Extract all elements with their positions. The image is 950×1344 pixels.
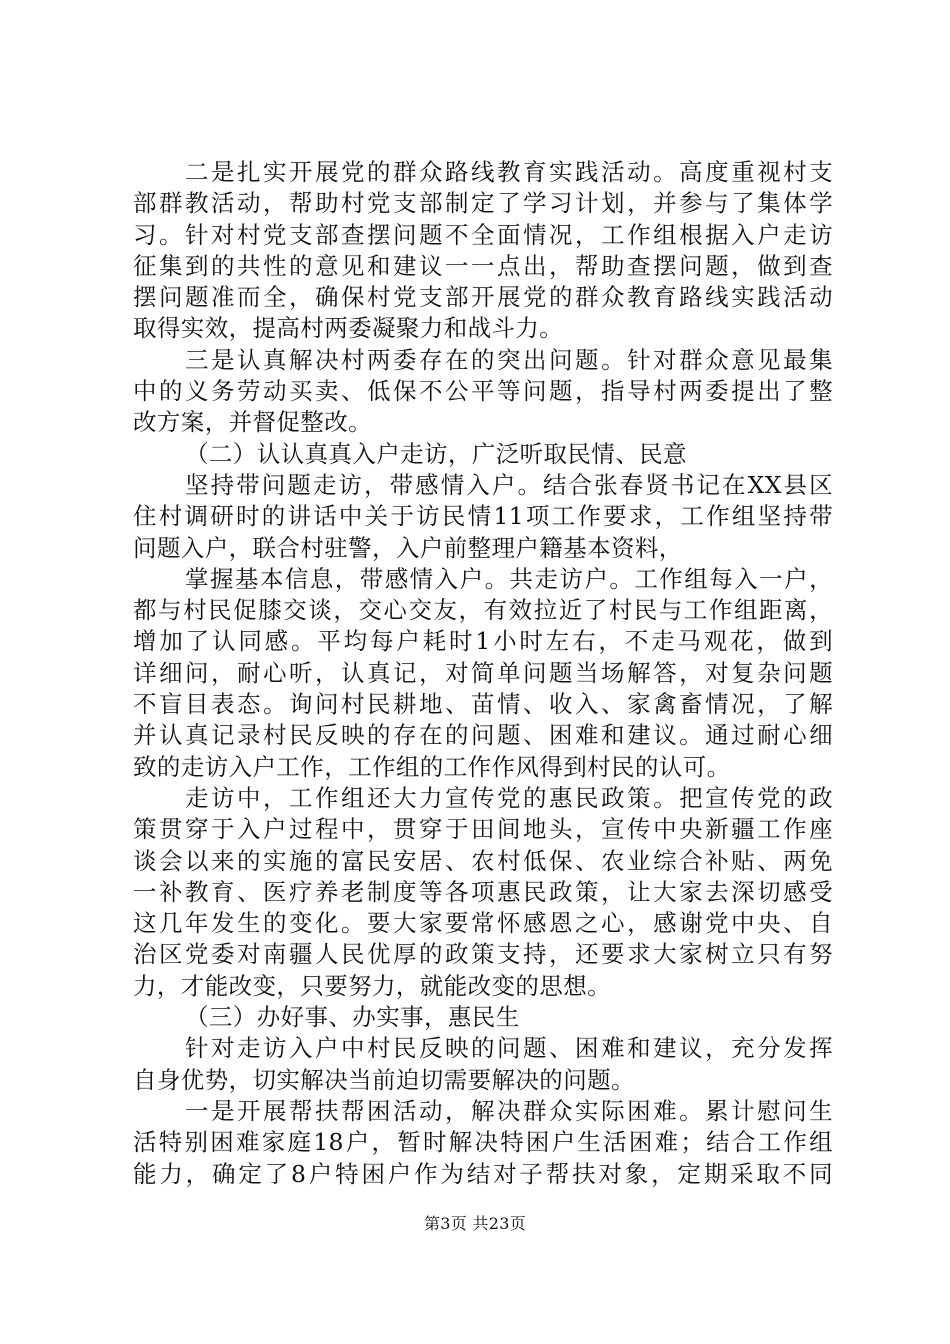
text-line: 取得实效，提高村两委凝聚力和战斗力。 <box>133 314 564 343</box>
text-line: 能力，确定了8户特困户作为结对子帮扶对象，定期采取不同 <box>133 1159 833 1188</box>
text-line: 住村调研时的讲话中关于访民情11项工作要求，工作组坚持带 <box>133 502 833 531</box>
text-line: 改方案，并督促整改。 <box>133 408 372 437</box>
text-line: 策贯穿于入户过程中，贯穿于田间地头，宣传中央新疆工作座 <box>133 815 833 844</box>
text-line: （三）办好事、办实事，惠民生 <box>185 1003 520 1032</box>
text-line: 征集到的共性的意见和建议一一点出，帮助查摆问题，做到查 <box>133 251 833 280</box>
text-line: 谈会以来的实施的富民安居、农村低保、农业综合补贴、两免 <box>133 846 833 875</box>
text-line: 致的走访入户工作，工作组的工作作风得到村民的认可。 <box>133 752 731 781</box>
text-line: 习。针对村党支部查摆问题不全面情况，工作组根据入户走访 <box>133 220 833 249</box>
text-line: 力，才能改变，只要努力，就能改变的思想。 <box>133 971 611 1000</box>
text-line: 自身优势，切实解决当前迫切需要解决的问题。 <box>133 1065 635 1094</box>
text-line: 详细问，耐心听，认真记，对简单问题当场解答，对复杂问题 <box>133 658 833 687</box>
text-line: 二是扎实开展党的群众路线教育实践活动。高度重视村支 <box>185 158 833 186</box>
text-line: 并认真记录村民反映的存在的问题、困难和建议。通过耐心细 <box>133 721 833 750</box>
text-line: 中的义务劳动买卖、低保不公平等问题，指导村两委提出了整 <box>133 377 833 406</box>
text-line: 问题入户，联合村驻警，入户前整理户籍基本资料， <box>133 533 683 562</box>
text-line: 不盲目表态。询问村民耕地、苗情、收入、家禽畜情况，了解 <box>133 690 833 719</box>
text-line: 三是认真解决村两委存在的突出问题。针对群众意见最集 <box>185 345 833 374</box>
text-line: （二）认认真真入户走访，广泛听取民情、民意 <box>185 439 687 468</box>
text-line: 走访中，工作组还大力宣传党的惠民政策。把宣传党的政 <box>185 783 833 812</box>
text-line: 增加了认同感。平均每户耗时1小时左右，不走马观花，做到 <box>133 627 833 656</box>
text-line: 部群教活动，帮助村党支部制定了学习计划，并参与了集体学 <box>133 189 833 218</box>
text-line: 坚持带问题走访，带感情入户。结合张春贤书记在XX县区 <box>185 470 833 499</box>
text-line: 都与村民促膝交谈，交心交友，有效拉近了村民与工作组距离， <box>133 596 833 625</box>
text-line: 掌握基本信息，带感情入户。共走访户。工作组每入一户， <box>185 564 833 593</box>
text-line: 针对走访入户中村民反映的问题、困难和建议，充分发挥 <box>185 1034 833 1063</box>
page-footer: 第3页 共23页 <box>423 1214 527 1233</box>
text-line: 这几年发生的变化。要大家要常怀感恩之心，感谢党中央、自 <box>133 909 833 938</box>
text-line: 治区党委对南疆人民优厚的政策支持，还要求大家树立只有努 <box>133 940 833 969</box>
text-line: 一补教育、医疗养老制度等各项惠民政策，让大家去深切感受 <box>133 877 833 906</box>
text-line: 活特别困难家庭18户，暂时解决特困户生活困难；结合工作组 <box>133 1128 833 1157</box>
text-line: 摆问题准而全，确保村党支部开展党的群众教育路线实践活动 <box>133 283 833 312</box>
text-line: 一是开展帮扶帮困活动，解决群众实际困难。累计慰问生 <box>185 1096 833 1125</box>
body-text <box>133 157 833 1190</box>
